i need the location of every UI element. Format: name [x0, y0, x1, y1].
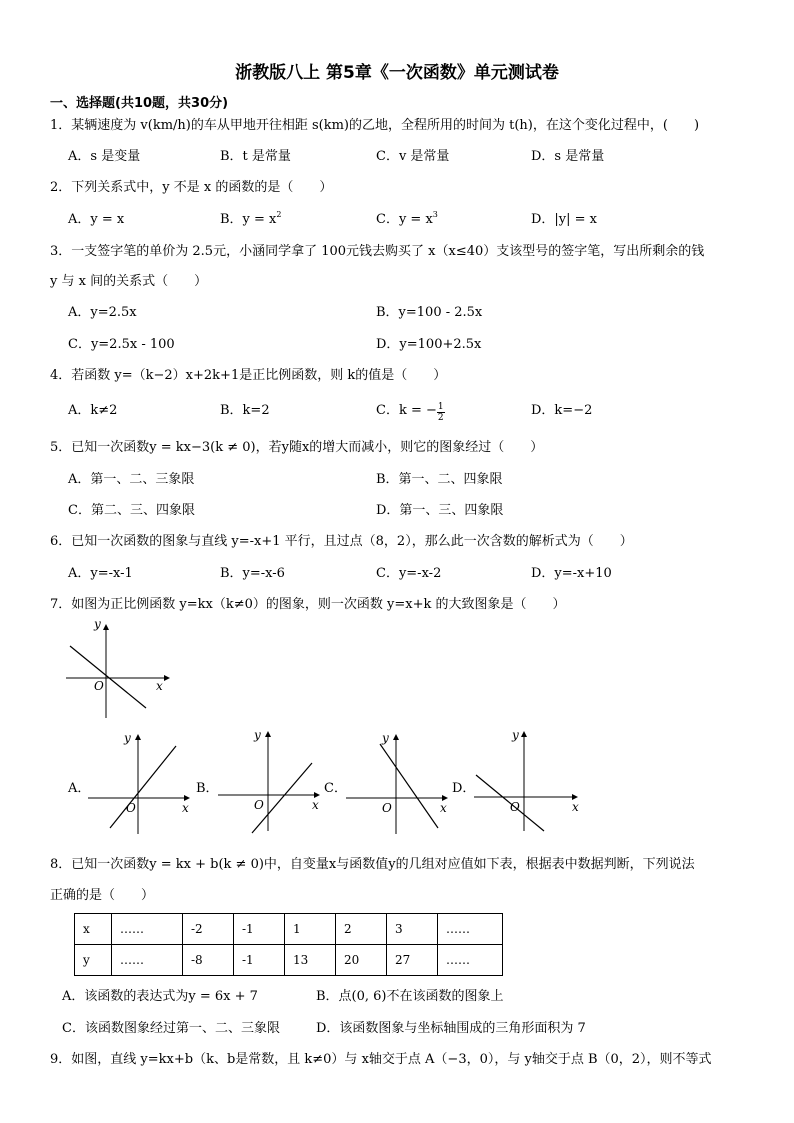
origin-label: O [126, 801, 136, 815]
value-table [74, 913, 503, 976]
q5-option-d[interactable]: D．第一、三、四象限 [376, 503, 504, 518]
table-cell: …… [112, 914, 183, 945]
table-cell: …… [438, 945, 503, 976]
q3-option-c[interactable]: C．y=2.5x - 100 [68, 337, 175, 352]
question-1: 1．某辆速度为 v(km/h)的车从甲地开往相距 s(km)的乙地，全程所用的时间为 t(h)，在这个变化过程中，( ) [50, 118, 700, 133]
origin-label: O [94, 679, 104, 693]
q2-option-d[interactable]: D．|y| = x [531, 212, 598, 227]
question-9: 9．如图，直线 y=kx+b（k、b是常数，且 k≠0）与 x轴交于点 A（−3，0），与 y轴交于点 B（0，2），则不等式 [50, 1052, 712, 1067]
axis-x-label: x [440, 801, 447, 815]
table-cell: …… [438, 914, 503, 945]
q2-option-b[interactable]: B．$y = x^2$ [220, 210, 282, 227]
q8-option-c[interactable]: C．该函数图象经过第一、二、三象限 [62, 1021, 280, 1036]
q5-option-b[interactable]: B．第一、二、四象限 [376, 472, 503, 487]
axis-y-label: y [94, 618, 101, 631]
section-heading: 一、选择题(共10题，共30分) [50, 96, 229, 111]
axis-x-label: x [156, 679, 163, 693]
q7-graph-d[interactable] [468, 725, 583, 835]
q7-option-d[interactable]: D． [452, 781, 476, 796]
q4-option-c[interactable]: C．k = − $\frac{1}{2}$ [376, 402, 444, 423]
origin-label: O [382, 801, 392, 815]
q1-option-b[interactable]: B．t 是常量 [220, 149, 291, 164]
question-3-line2: y 与 x 间的关系式（ ） [50, 274, 208, 289]
table-cell: 2 [336, 914, 387, 945]
q7-option-a[interactable]: A． [68, 781, 91, 796]
table-cell: -1 [234, 945, 285, 976]
axis-x-label: x [572, 800, 579, 814]
question-4: 4．若函数 y=（k−2）x+2k+1是正比例函数，则 k的值是（ ） [50, 368, 447, 383]
q1-option-c[interactable]: C．v 是常量 [376, 149, 450, 164]
q4-option-d[interactable]: D．k=−2 [531, 403, 593, 418]
q6-option-d[interactable]: D．y=-x+10 [531, 566, 612, 581]
q4-option-a[interactable]: A．k≠2 [68, 403, 118, 418]
q7-graph-c[interactable] [340, 728, 455, 838]
q7-option-c[interactable]: C． [324, 781, 347, 796]
q7-option-b[interactable]: B． [196, 781, 219, 796]
table-cell: 20 [336, 945, 387, 976]
q6-option-b[interactable]: B．y=-x-6 [220, 566, 285, 581]
table-cell: -2 [183, 914, 234, 945]
page-title: 浙教版八上 第5章《一次函数》单元测试卷 [235, 63, 559, 83]
question-5: 5．已知一次函数y = kx−3(k ≠ 0)，若y随x的增大而减小，则它的图象经过（ ） [50, 440, 544, 455]
q1-option-d[interactable]: D．s 是常量 [531, 149, 605, 164]
q3-option-a[interactable]: A．y=2.5x [68, 305, 137, 320]
q7-graph-a[interactable] [82, 728, 197, 838]
table-cell: 13 [285, 945, 336, 976]
q8-option-d[interactable]: D．该函数图象与坐标轴围成的三角形面积为 7 [316, 1021, 586, 1036]
axis-y-label: y [254, 728, 261, 742]
q2-option-c[interactable]: C．$y = x^3$ [376, 210, 438, 227]
table-cell: -8 [183, 945, 234, 976]
table-cell: x [75, 914, 112, 945]
q1-option-a[interactable]: A．s 是变量 [68, 149, 141, 164]
axis-y-label: y [512, 728, 519, 742]
table-cell: 27 [387, 945, 438, 976]
q4-option-b[interactable]: B．k=2 [220, 403, 270, 418]
question-2: 2．下列关系式中，y 不是 x 的函数的是（ ） [50, 180, 333, 195]
table-cell: -1 [234, 914, 285, 945]
question-6: 6．已知一次函数的图象与直线 y=-x+1 平行，且过点（8，2），那么此一次含数的解析式为（ ） [50, 534, 633, 549]
origin-label: O [254, 798, 264, 812]
fraction: $\frac{1}{2}$ [437, 402, 444, 423]
q8-option-a[interactable]: A．该函数的表达式为y = 6x + 7 [62, 989, 258, 1004]
q7-main-figure [60, 618, 180, 723]
q7-graph-b[interactable] [212, 725, 327, 835]
table-cell: …… [112, 945, 183, 976]
q3-option-d[interactable]: D．y=100+2.5x [376, 337, 482, 352]
axis-y-label: y [124, 731, 131, 745]
axis-x-label: x [182, 801, 189, 815]
question-3-line1: 3．一支签字笔的单价为 2.5元，小涵同学拿了 100元钱去购买了 x（x≤40）支该型号的签字笔，写出所剩余的钱 [50, 244, 705, 259]
table-cell: 3 [387, 914, 438, 945]
axis-x-label: x [312, 798, 319, 812]
q3-option-b[interactable]: B．y=100 - 2.5x [376, 305, 483, 320]
origin-label: O [510, 800, 520, 814]
table-row-y [75, 945, 503, 976]
q5-option-c[interactable]: C．第二、三、四象限 [68, 503, 195, 518]
q2-option-a[interactable]: A．y = x [68, 212, 125, 227]
table-cell: 1 [285, 914, 336, 945]
axis-y-label: y [382, 731, 389, 745]
q8-option-b[interactable]: B．点(0, 6)不在该函数的图象上 [316, 989, 504, 1004]
table-row-x [75, 914, 503, 945]
question-8-line2: 正确的是（ ） [50, 888, 155, 903]
q6-option-c[interactable]: C．y=-x-2 [376, 566, 442, 581]
q5-option-a[interactable]: A．第一、二、三象限 [68, 472, 195, 487]
table-cell: y [75, 945, 112, 976]
q6-option-a[interactable]: A．y=-x-1 [68, 566, 133, 581]
question-7: 7．如图为正比例函数 y=kx（k≠0）的图象，则一次函数 y=x+k 的大致图象是（ ） [50, 597, 566, 612]
question-8-line1: 8．已知一次函数y = kx + b(k ≠ 0)中，自变量x与函数值y的几组对应值如下表，根据表中数据判断，下列说法 [50, 857, 695, 872]
